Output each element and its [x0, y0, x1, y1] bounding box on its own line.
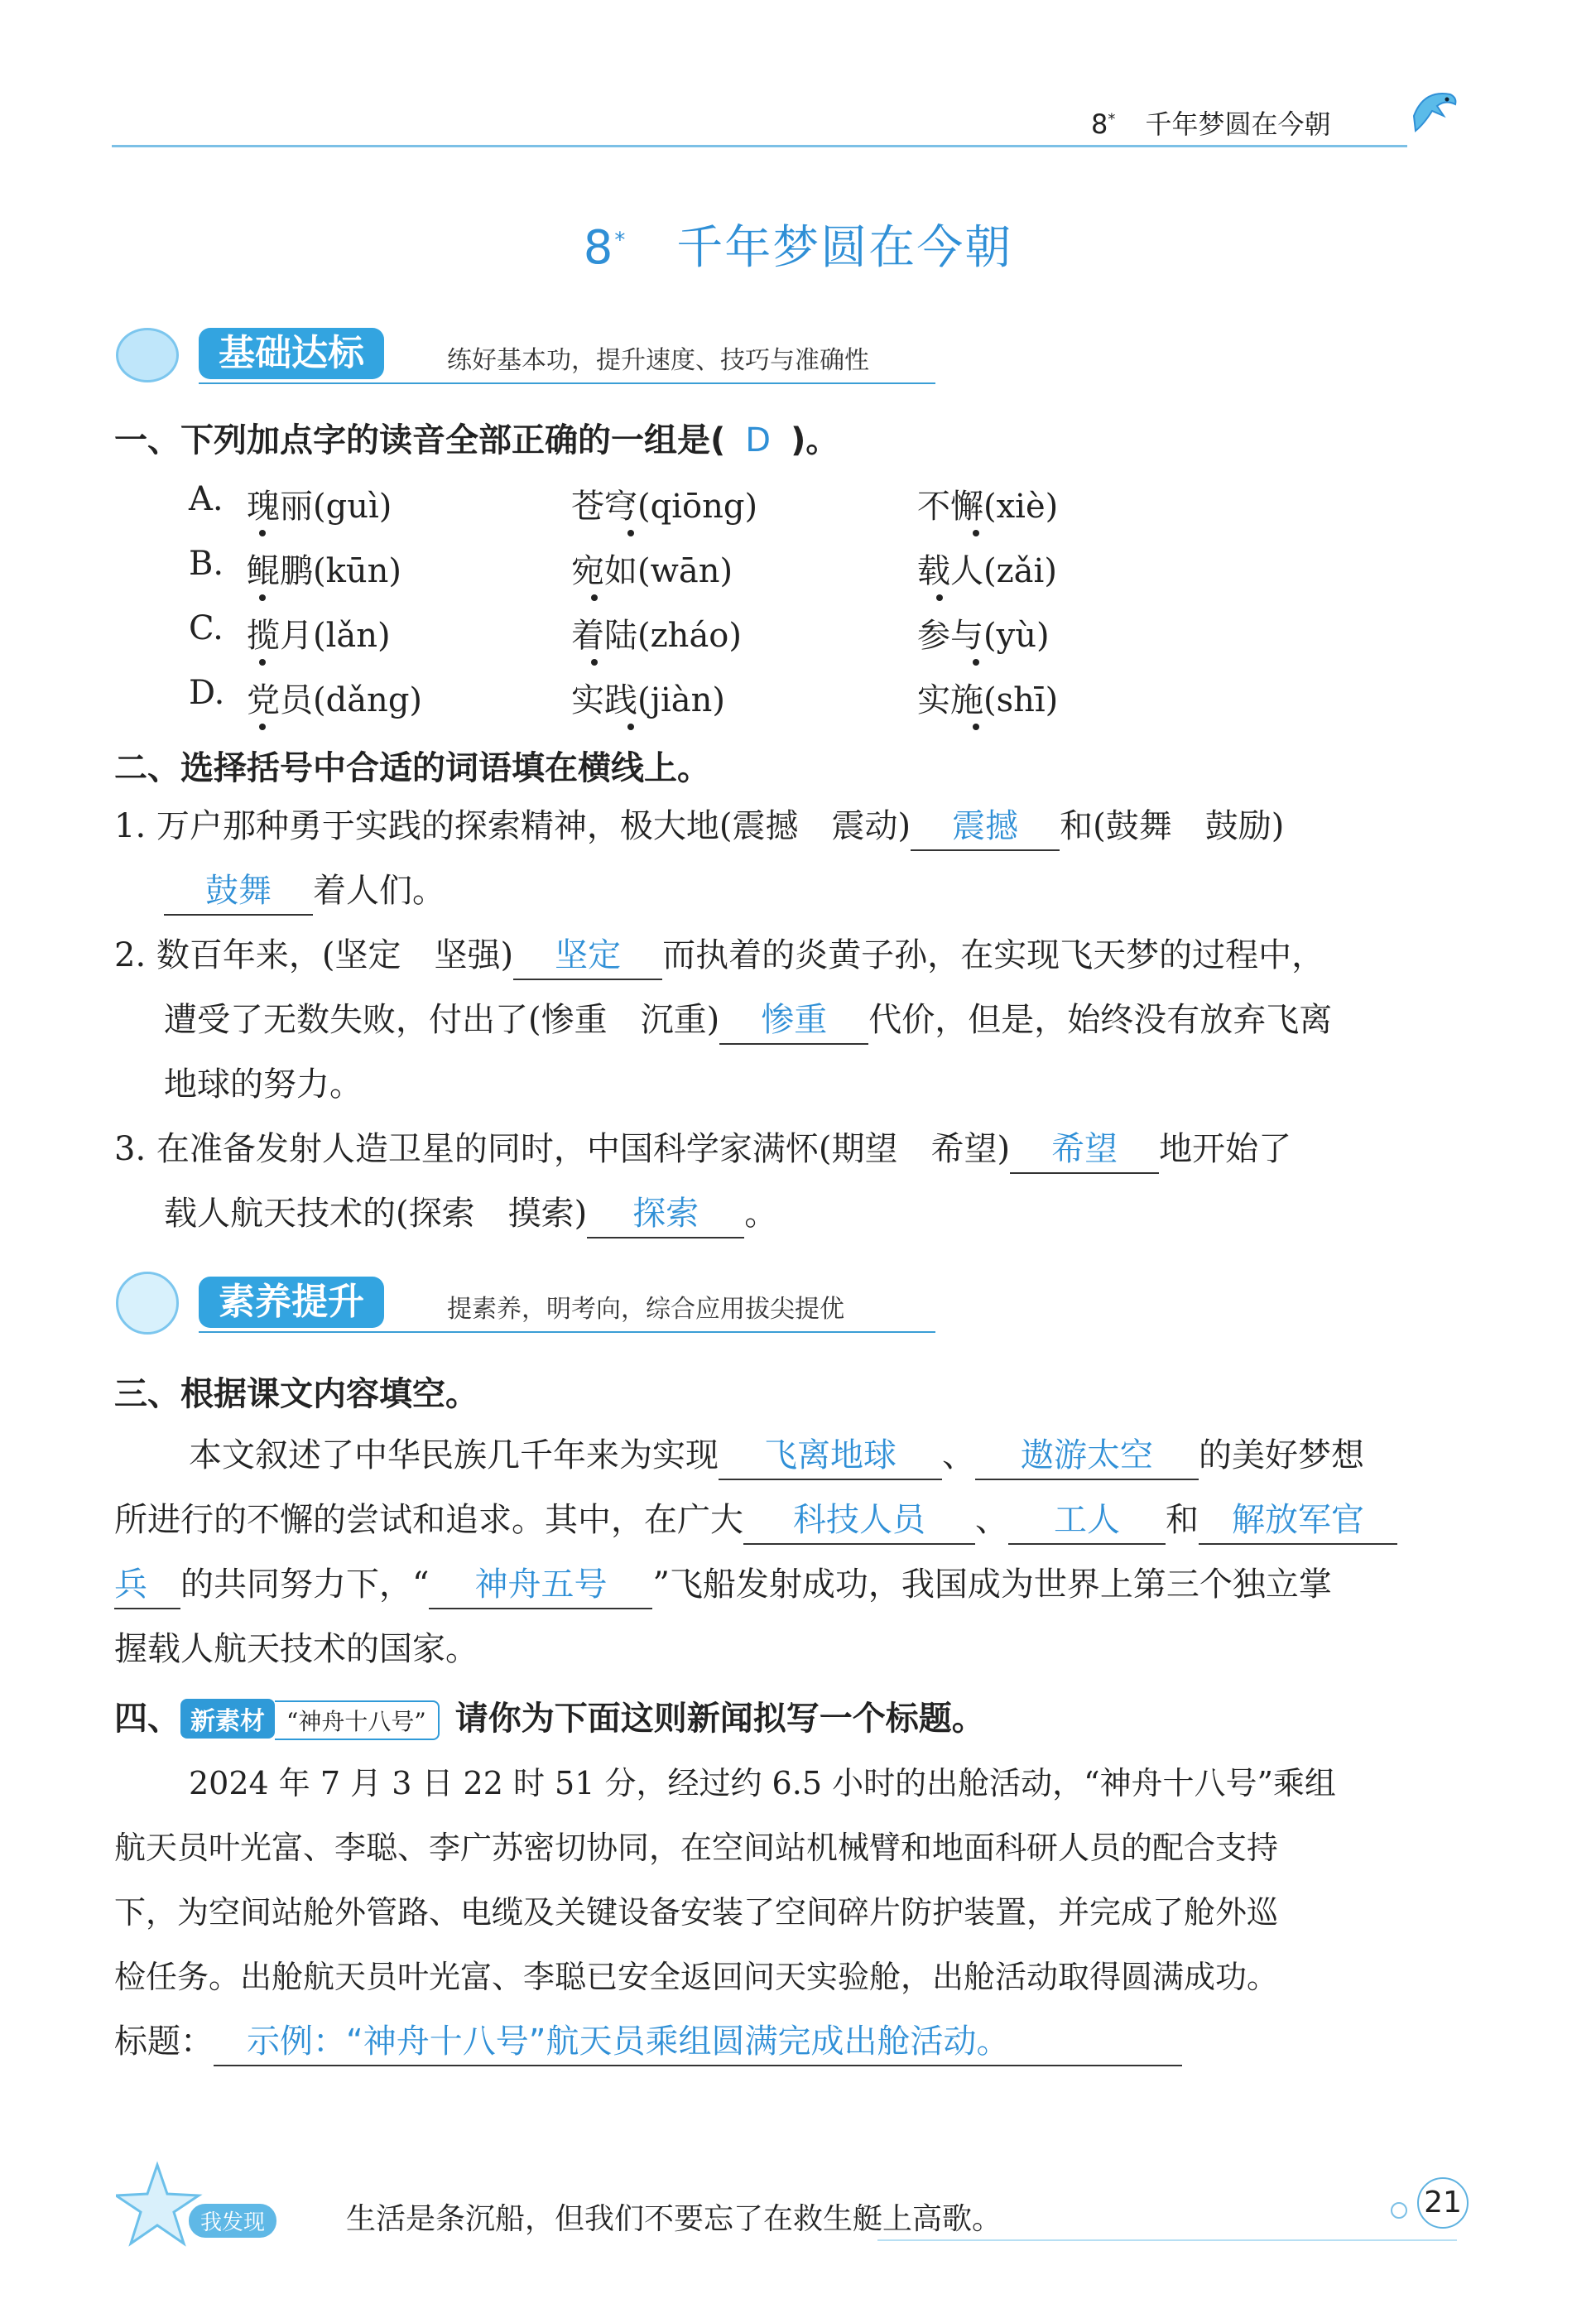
footer-bubble-icon [1391, 2202, 1407, 2219]
option-item: 实施(shī) [917, 681, 1059, 719]
emphasis-dot [259, 594, 266, 601]
footer-quote: 生活是条沉船，但我们不要忘了在救生艇上高歌。 [346, 2202, 1002, 2236]
topic-tag: “神舟十八号” [275, 1700, 440, 1740]
answer-blank: 遨游太空 [975, 1432, 1199, 1480]
q3-text: 的共同努力下，“ [180, 1566, 430, 1604]
emphasis-dot [627, 724, 634, 730]
q2-text: 着人们。 [313, 872, 445, 910]
q2-text: 代价，但是，始终没有放弃飞离 [868, 1001, 1333, 1039]
answer-blank: 惨重 [719, 997, 868, 1045]
page-title [0, 211, 1596, 277]
q2-text: 1. 万户那种勇于实践的探索精神，极大地(震撼 震动) [114, 807, 911, 845]
q4-title-line [114, 2018, 1182, 2066]
header-lesson-title: 千年梦圆在今朝 [1145, 108, 1331, 140]
answer-blank: 示例：“神舟十八号”航天员乘组圆满完成出舱活动。 [214, 2018, 1182, 2066]
q4-passage-line-1: 2024 年 7 月 3 日 22 时 51 分，经过约 6.5 小时的出舱活动，“神舟十八号”乘组 [189, 1765, 1336, 1801]
section-underline [199, 382, 935, 384]
answer-blank: 工人 [1008, 1497, 1166, 1545]
q4-title-label: 标题： [114, 2022, 214, 2061]
q2-sentence-1-line-2 [164, 868, 445, 916]
section-badge: 基础达标 [199, 328, 384, 379]
option-item: 瑰丽(guì) [247, 488, 392, 526]
option-item: 着陆(zháo) [571, 617, 742, 655]
q2-sentence-2-line-1 [114, 932, 1324, 980]
header-rule [112, 145, 1407, 147]
q1-row-c [189, 609, 1050, 655]
section-banner-improve [116, 1277, 944, 1336]
q1-stem-text: 一、下列加点字的读音全部正确的一组是( [114, 421, 726, 459]
q1-row-d [189, 674, 1059, 719]
q2-sentence-2-line-2 [164, 997, 1332, 1045]
title-text: 千年梦圆在今朝 [676, 221, 1013, 275]
new-material-tag: 新素材 [180, 1699, 275, 1739]
emphasis-dot [259, 724, 266, 730]
q2-sentence-3-line-1 [114, 1126, 1291, 1174]
emphasis-dot [591, 594, 598, 601]
q1-stem-end: )。 [791, 421, 839, 459]
question-4-stem [114, 1692, 985, 1740]
header-lesson-num: 8 [1091, 108, 1108, 140]
option-label: A. [189, 480, 224, 518]
emphasis-dot [936, 594, 943, 601]
q3-text: 、 [975, 1501, 1008, 1539]
title-mark: * [614, 228, 627, 253]
question-1-stem [114, 414, 839, 461]
q2-text: 2. 数百年来，(坚定 坚强) [114, 936, 514, 974]
q1-row-b [189, 545, 1057, 590]
option-item: 实践(jiàn) [571, 681, 726, 719]
q2-text: 遭受了无数失败，付出了(惨重 沉重) [164, 1001, 720, 1039]
option-label: B. [189, 545, 224, 583]
option-item: 揽月(lǎn) [247, 617, 391, 655]
q4-passage-line-3: 下，为空间站舱外管路、电缆及关键设备安装了空间碎片防护装置，并完成了舱外巡 [114, 1894, 1279, 1931]
page-number: 21 [1417, 2177, 1469, 2229]
q2-text: 载人航天技术的(探索 摸索) [164, 1195, 588, 1233]
answer-blank: 飞离地球 [719, 1432, 942, 1480]
q2-text: 地开始了 [1159, 1130, 1292, 1168]
q3-text: 、 [942, 1436, 975, 1474]
q3-text: 本文叙述了中华民族几千年来为实现 [189, 1436, 719, 1474]
emphasis-dot [259, 659, 266, 666]
option-item: 党员(dǎng) [247, 681, 423, 719]
section-banner-basic [116, 328, 944, 387]
emphasis-dot [591, 659, 598, 666]
q2-text: 而执着的炎黄子孙，在实现飞天梦的过程中， [662, 936, 1325, 974]
q4-num: 四、 [114, 1700, 180, 1738]
section-subtitle: 提素养，明考向，综合应用拔尖提优 [447, 1295, 844, 1324]
question-2-stem: 二、选择括号中合适的词语填在横线上。 [114, 749, 710, 787]
header-lesson-mark: * [1108, 110, 1116, 128]
option-label: D. [189, 674, 225, 712]
emphasis-dot [627, 530, 634, 536]
question-3-stem: 三、根据课文内容填空。 [114, 1375, 478, 1413]
answer-blank: 希望 [1010, 1126, 1159, 1174]
q4-passage-line-2: 航天员叶光富、李聪、李广苏密切协同，在空间站机械臂和地面科研人员的配合支持 [114, 1830, 1279, 1866]
q4-passage-line-4: 检任务。出舱航天员叶光富、李聪已安全返回问天实验舱，出舱活动取得圆满成功。 [114, 1959, 1279, 1995]
q2-sentence-2-line-3: 地球的努力。 [164, 1065, 363, 1104]
option-item: 苍穹(qiōng) [571, 488, 758, 526]
q3-text: 和 [1166, 1501, 1199, 1539]
answer-blank: 科技人员 [743, 1497, 975, 1545]
option-item: 参与(yù) [917, 617, 1050, 655]
answer-blank: 探索 [587, 1190, 744, 1238]
emphasis-dot [259, 530, 266, 536]
q3-line-4: 握载人航天技术的国家。 [114, 1630, 478, 1668]
q2-sentence-1-line-1 [114, 803, 1284, 851]
bee-mascot-icon [116, 1272, 179, 1335]
footer-rule [877, 2239, 1457, 2241]
q2-sentence-3-line-2 [164, 1190, 777, 1238]
option-item: 鲲鹏(kūn) [247, 552, 401, 590]
running-header [1091, 103, 1331, 142]
q3-line-3 [114, 1561, 1332, 1609]
dolphin-icon [1407, 83, 1462, 137]
section-subtitle: 练好基本功，提升速度、技巧与准确性 [447, 346, 869, 375]
blowfish-icon [116, 328, 179, 382]
option-item: 载人(zǎi) [917, 552, 1057, 590]
answer-blank: 兵 [114, 1561, 180, 1609]
option-item: 不懈(xiè) [917, 488, 1059, 526]
q2-text: 和(鼓舞 鼓励) [1060, 807, 1285, 845]
q2-text: 3. 在准备发射人造卫星的同时，中国科学家满怀(期望 希望) [114, 1130, 1011, 1168]
emphasis-dot [973, 530, 979, 536]
q3-line-1 [189, 1432, 1364, 1480]
emphasis-dot [973, 659, 979, 666]
answer-blank: 坚定 [513, 932, 662, 980]
option-label: C. [189, 609, 224, 647]
q3-text: ”飞船发射成功，我国成为世界上第三个独立掌 [652, 1566, 1332, 1604]
answer-blank: 鼓舞 [164, 868, 313, 916]
option-item: 宛如(wān) [571, 552, 733, 590]
q1-row-a [189, 480, 1059, 526]
title-num: 8 [583, 221, 615, 275]
answer-blank: 震撼 [911, 803, 1060, 851]
q3-line-2 [114, 1497, 1397, 1545]
section-badge: 素养提升 [199, 1277, 384, 1328]
answer-blank: 神舟五号 [429, 1561, 652, 1609]
q4-stem-text: 请你为下面这则新闻拟写一个标题。 [454, 1700, 985, 1738]
q1-answer: D [745, 421, 772, 459]
answer-blank: 解放军官 [1199, 1497, 1397, 1545]
footer-badge: 我发现 [189, 2204, 276, 2238]
q3-text: 所进行的不懈的尝试和追求。其中，在广大 [114, 1501, 743, 1539]
emphasis-dot [973, 724, 979, 730]
q3-text: 的美好梦想 [1199, 1436, 1364, 1474]
q2-text: 。 [744, 1195, 778, 1233]
section-underline [199, 1331, 935, 1333]
